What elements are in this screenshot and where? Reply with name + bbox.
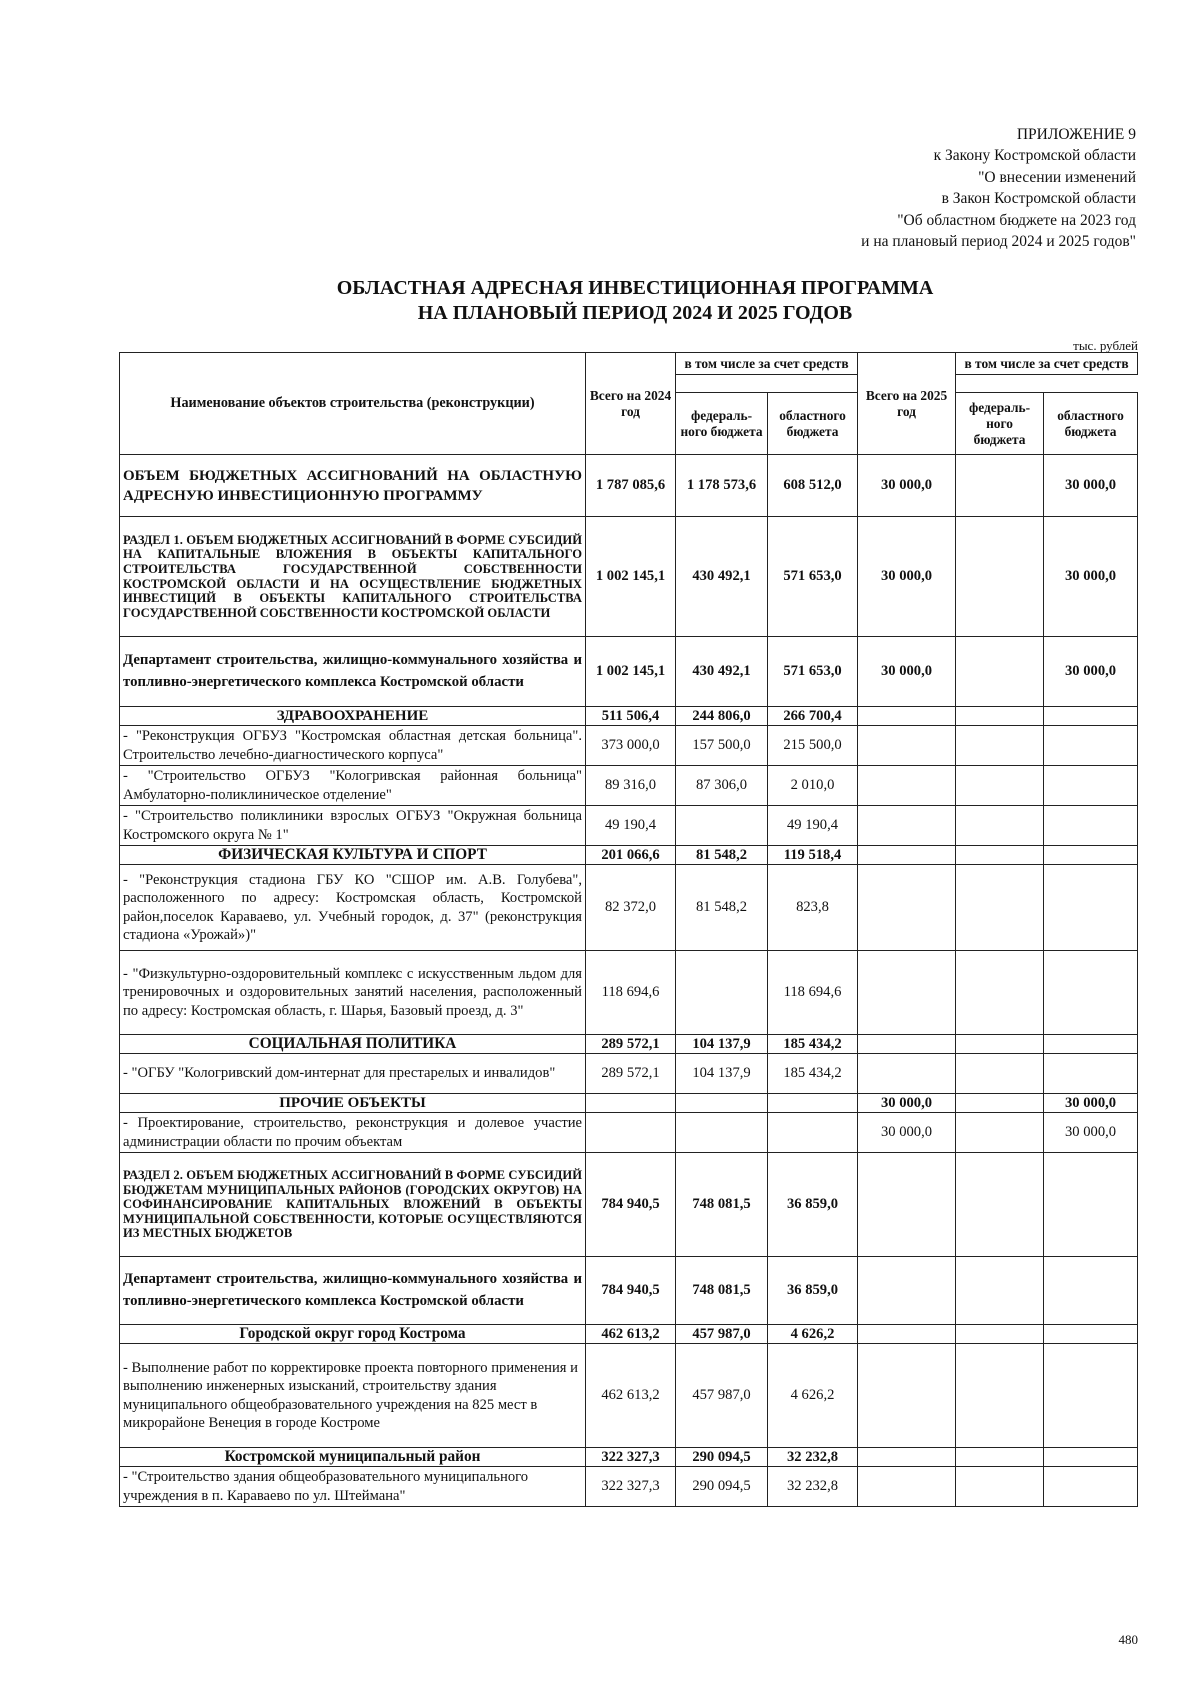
cell-regional-2024: 119 518,4 xyxy=(768,846,858,865)
cell-total-2025 xyxy=(858,1035,956,1054)
cell-regional-2024: 36 859,0 xyxy=(768,1153,858,1257)
cell-regional-2025 xyxy=(1044,1035,1138,1054)
cell-federal-2024: 290 094,5 xyxy=(676,1448,768,1467)
cell-regional-2025 xyxy=(1044,1467,1138,1507)
cell-federal-2025 xyxy=(956,846,1044,865)
cell-regional-2024: 118 694,6 xyxy=(768,951,858,1035)
cell-total-2024: 89 316,0 xyxy=(586,766,676,806)
col-header-name: Наименование объектов строительства (реконструкции) xyxy=(120,353,586,455)
cell-federal-2025 xyxy=(956,1094,1044,1113)
row-name: - "Реконструкция ОГБУЗ "Костромская областная детская больница". Строительство лечебно-диагностического корпуса" xyxy=(120,726,586,766)
cell-total-2025 xyxy=(858,1257,956,1325)
cell-total-2025 xyxy=(858,951,956,1035)
cell-total-2025 xyxy=(858,806,956,846)
document-title xyxy=(0,276,1200,326)
row-name: ПРОЧИЕ ОБЪЕКТЫ xyxy=(120,1094,586,1113)
cell-total-2025: 30 000,0 xyxy=(858,455,956,517)
col-header-incl-2024: в том числе за счет средств xyxy=(676,353,858,375)
row-name: - "ОГБУ "Кологривский дом-интернат для престарелых и инвалидов" xyxy=(120,1054,586,1094)
cell-regional-2025 xyxy=(1044,951,1138,1035)
header-row-1 xyxy=(120,353,1138,375)
row-name: ЗДРАВООХРАНЕНИЕ xyxy=(120,707,586,726)
cell-regional-2025 xyxy=(1044,1325,1138,1344)
cell-regional-2024 xyxy=(768,1113,858,1153)
cell-federal-2025 xyxy=(956,455,1044,517)
row-name: РАЗДЕЛ 1. ОБЪЕМ БЮДЖЕТНЫХ АССИГНОВАНИЙ В ФОРМЕ СУБСИДИЙ НА КАПИТАЛЬНЫЕ ВЛОЖЕНИЯ В ОБЪЕКТЫ КАПИТАЛЬНОГО СТРОИТЕЛЬСТВА ГОСУДАРСТВЕННОЙ СОБСТВЕННОСТИ КОСТРОМСКОЙ ОБЛАСТИ И НА ОСУЩЕСТВЛЕНИЕ БЮДЖЕТНЫХ ИНВЕСТИЦИЙ В ОБЪЕКТЫ КАПИТАЛЬНОГО СТРОИТЕЛЬСТВА ГОСУДАРСТВЕННОЙ СОБСТВЕННОСТИ КОСТРОМСКОЙ ОБЛАСТИ xyxy=(120,517,586,637)
cell-total-2024: 289 572,1 xyxy=(586,1035,676,1054)
row-name: Департамент строительства, жилищно-коммунального хозяйства и топливно-энергетического комплекса Костромской области xyxy=(120,637,586,707)
col-header-incl-2025: в том числе за счет средств xyxy=(956,353,1138,375)
col-header-federal-2025: федераль-ного бюджета xyxy=(956,393,1044,455)
cell-federal-2025 xyxy=(956,1035,1044,1054)
cell-regional-2025 xyxy=(1044,806,1138,846)
cell-regional-2025: 30 000,0 xyxy=(1044,1094,1138,1113)
title-line-2: НА ПЛАНОВЫЙ ПЕРИОД 2024 И 2025 ГОДОВ xyxy=(417,302,853,324)
cell-federal-2024: 748 081,5 xyxy=(676,1153,768,1257)
cell-regional-2025 xyxy=(1044,1344,1138,1448)
row-name: - "Реконструкция стадиона ГБУ КО "СШОР им. А.В. Голубева", расположенного по адресу: Костромская область, Костромской район,поселок Караваево, ул. Учебный городок, д. 37" (реконструкция стадиона «Урожай»)" xyxy=(120,865,586,951)
cell-federal-2024: 430 492,1 xyxy=(676,637,768,707)
row-name: ФИЗИЧЕСКАЯ КУЛЬТУРА И СПОРТ xyxy=(120,846,586,865)
row-name: СОЦИАЛЬНАЯ ПОЛИТИКА xyxy=(120,1035,586,1054)
row-name: - "Строительство поликлиники взрослых ОГБУЗ "Окружная больница Костромского округа № 1" xyxy=(120,806,586,846)
cell-regional-2024: 32 232,8 xyxy=(768,1448,858,1467)
table-row xyxy=(120,1153,1138,1257)
cell-total-2025 xyxy=(858,846,956,865)
row-name: Городской округ город Кострома xyxy=(120,1325,586,1344)
table-row xyxy=(120,1035,1138,1054)
cell-regional-2025 xyxy=(1044,1448,1138,1467)
cell-federal-2025 xyxy=(956,1467,1044,1507)
cell-federal-2024: 244 806,0 xyxy=(676,707,768,726)
cell-regional-2024: 266 700,4 xyxy=(768,707,858,726)
cell-regional-2025 xyxy=(1044,846,1138,865)
cell-total-2025 xyxy=(858,726,956,766)
cell-regional-2024: 185 434,2 xyxy=(768,1054,858,1094)
cell-federal-2025 xyxy=(956,637,1044,707)
cell-regional-2025: 30 000,0 xyxy=(1044,637,1138,707)
cell-regional-2025: 30 000,0 xyxy=(1044,1113,1138,1153)
cell-regional-2024: 571 653,0 xyxy=(768,517,858,637)
table-row xyxy=(120,846,1138,865)
cell-regional-2025 xyxy=(1044,1054,1138,1094)
cell-regional-2024: 823,8 xyxy=(768,865,858,951)
cell-total-2025: 30 000,0 xyxy=(858,1113,956,1153)
appendix-line: к Закону Костромской области xyxy=(933,147,1136,165)
cell-federal-2024: 104 137,9 xyxy=(676,1035,768,1054)
appendix-line: ПРИЛОЖЕНИЕ 9 xyxy=(1016,126,1136,143)
cell-total-2024: 82 372,0 xyxy=(586,865,676,951)
row-name: - "Строительство здания общеобразовательного муниципального учреждения в п. Караваево по ул. Штеймана" xyxy=(120,1467,586,1507)
cell-total-2024 xyxy=(586,1113,676,1153)
table-row xyxy=(120,1094,1138,1113)
cell-federal-2024: 81 548,2 xyxy=(676,865,768,951)
cell-federal-2024: 157 500,0 xyxy=(676,726,768,766)
cell-federal-2025 xyxy=(956,1257,1044,1325)
cell-federal-2024: 81 548,2 xyxy=(676,846,768,865)
cell-total-2024: 462 613,2 xyxy=(586,1325,676,1344)
cell-federal-2024: 290 094,5 xyxy=(676,1467,768,1507)
cell-total-2024: 201 066,6 xyxy=(586,846,676,865)
cell-total-2024: 462 613,2 xyxy=(586,1344,676,1448)
cell-total-2024: 289 572,1 xyxy=(586,1054,676,1094)
table-row xyxy=(120,806,1138,846)
cell-regional-2025: 30 000,0 xyxy=(1044,517,1138,637)
cell-regional-2025 xyxy=(1044,766,1138,806)
cell-regional-2024: 4 626,2 xyxy=(768,1325,858,1344)
cell-total-2024: 511 506,4 xyxy=(586,707,676,726)
table-row xyxy=(120,1257,1138,1325)
col-header-federal-2024: федераль-ного бюджета xyxy=(676,393,768,455)
row-name: - "Физкультурно-оздоровительный комплекс с искусственным льдом для тренировочных и оздоровительных занятий населения, расположенный по адресу: Костромская область, г. Шарья, Базовый проезд, д. 3" xyxy=(120,951,586,1035)
table-row xyxy=(120,1448,1138,1467)
row-name: РАЗДЕЛ 2. ОБЪЕМ БЮДЖЕТНЫХ АССИГНОВАНИЙ В ФОРМЕ СУБСИДИЙ БЮДЖЕТАМ МУНИЦИПАЛЬНЫХ РАЙОНОВ (ГОРОДСКИХ ОКРУГОВ) НА СОФИНАНСИРОВАНИЕ КАПИТАЛЬНЫХ ВЛОЖЕНИЙ В ОБЪЕКТЫ МУНИЦИПАЛЬНОЙ СОБСТВЕННОСТИ, КОТОРЫЕ ОСУЩЕСТВЛЯЮТСЯ ИЗ МЕСТНЫХ БЮДЖЕТОВ xyxy=(120,1153,586,1257)
cell-federal-2024: 430 492,1 xyxy=(676,517,768,637)
cell-total-2025: 30 000,0 xyxy=(858,517,956,637)
cell-federal-2024: 457 987,0 xyxy=(676,1344,768,1448)
row-name: ОБЪЕМ БЮДЖЕТНЫХ АССИГНОВАНИЙ НА ОБЛАСТНУЮ АДРЕСНУЮ ИНВЕСТИЦИОННУЮ ПРОГРАММУ xyxy=(120,455,586,517)
cell-total-2024: 1 002 145,1 xyxy=(586,637,676,707)
cell-federal-2025 xyxy=(956,1344,1044,1448)
cell-total-2025 xyxy=(858,1054,956,1094)
row-name: - Проектирование, строительство, реконструкция и долевое участие администрации области по прочим объектам xyxy=(120,1113,586,1153)
cell-total-2025 xyxy=(858,1467,956,1507)
table-row xyxy=(120,766,1138,806)
cell-total-2024: 784 940,5 xyxy=(586,1257,676,1325)
cell-total-2024: 118 694,6 xyxy=(586,951,676,1035)
cell-regional-2025: 30 000,0 xyxy=(1044,455,1138,517)
cell-regional-2025 xyxy=(1044,1153,1138,1257)
cell-total-2024: 322 327,3 xyxy=(586,1448,676,1467)
cell-total-2024: 784 940,5 xyxy=(586,1153,676,1257)
table-row xyxy=(120,1344,1138,1448)
cell-regional-2024: 2 010,0 xyxy=(768,766,858,806)
col-header-total-2024: Всего на 2024 год xyxy=(586,353,676,455)
cell-federal-2025 xyxy=(956,865,1044,951)
cell-federal-2024 xyxy=(676,806,768,846)
table-row xyxy=(120,951,1138,1035)
cell-federal-2024 xyxy=(676,1113,768,1153)
cell-regional-2024: 571 653,0 xyxy=(768,637,858,707)
cell-total-2024: 49 190,4 xyxy=(586,806,676,846)
col-header-regional-2025: областного бюджета xyxy=(1044,393,1138,455)
row-name: Костромской муниципальный район xyxy=(120,1448,586,1467)
cell-regional-2025 xyxy=(1044,726,1138,766)
units-label: тыс. рублей xyxy=(1073,338,1138,353)
cell-regional-2024: 36 859,0 xyxy=(768,1257,858,1325)
table-row xyxy=(120,1325,1138,1344)
table-row xyxy=(120,517,1138,637)
appendix-reference xyxy=(616,124,1136,252)
cell-total-2024 xyxy=(586,1094,676,1113)
table-row xyxy=(120,726,1138,766)
cell-regional-2024: 49 190,4 xyxy=(768,806,858,846)
cell-federal-2024: 457 987,0 xyxy=(676,1325,768,1344)
cell-total-2025 xyxy=(858,1344,956,1448)
cell-federal-2025 xyxy=(956,951,1044,1035)
cell-federal-2025 xyxy=(956,726,1044,766)
row-name: - Выполнение работ по корректировке проекта повторного применения и выполнению инженерных изысканий, строительству здания муниципального общеобразовательного учреждения на 825 мест в микрорайоне Венеция в городе Костроме xyxy=(120,1344,586,1448)
cell-federal-2025 xyxy=(956,1448,1044,1467)
cell-federal-2025 xyxy=(956,707,1044,726)
table-row xyxy=(120,1113,1138,1153)
cell-total-2025: 30 000,0 xyxy=(858,1094,956,1113)
cell-regional-2024: 32 232,8 xyxy=(768,1467,858,1507)
table-row xyxy=(120,1054,1138,1094)
cell-regional-2025 xyxy=(1044,1257,1138,1325)
cell-regional-2024 xyxy=(768,1094,858,1113)
cell-total-2025: 30 000,0 xyxy=(858,637,956,707)
cell-federal-2024 xyxy=(676,951,768,1035)
appendix-line: "О внесении изменений xyxy=(978,168,1136,186)
col-header-total-2025: Всего на 2025 год xyxy=(858,353,956,455)
col-header-regional-2024: областного бюджета xyxy=(768,393,858,455)
cell-federal-2025 xyxy=(956,1054,1044,1094)
cell-federal-2025 xyxy=(956,1153,1044,1257)
appendix-line: в Закон Костромской области xyxy=(941,190,1136,208)
table-row xyxy=(120,865,1138,951)
table-row xyxy=(120,637,1138,707)
cell-total-2025 xyxy=(858,1325,956,1344)
cell-federal-2024: 1 178 573,6 xyxy=(676,455,768,517)
cell-federal-2024: 748 081,5 xyxy=(676,1257,768,1325)
cell-regional-2024: 215 500,0 xyxy=(768,726,858,766)
cell-regional-2025 xyxy=(1044,865,1138,951)
row-name: - "Строительство ОГБУЗ "Кологривская районная больница" Амбулаторно-поликлиническое отделение" xyxy=(120,766,586,806)
cell-regional-2025 xyxy=(1044,707,1138,726)
table-row xyxy=(120,707,1138,726)
cell-total-2025 xyxy=(858,865,956,951)
cell-total-2025 xyxy=(858,1448,956,1467)
cell-total-2024: 1 787 085,6 xyxy=(586,455,676,517)
cell-federal-2025 xyxy=(956,1113,1044,1153)
cell-regional-2024: 608 512,0 xyxy=(768,455,858,517)
cell-federal-2024 xyxy=(676,1094,768,1113)
cell-total-2024: 322 327,3 xyxy=(586,1467,676,1507)
cell-total-2025 xyxy=(858,766,956,806)
cell-federal-2024: 87 306,0 xyxy=(676,766,768,806)
page-number: 480 xyxy=(1118,1632,1138,1647)
cell-federal-2025 xyxy=(956,766,1044,806)
cell-federal-2024: 104 137,9 xyxy=(676,1054,768,1094)
investment-program-table xyxy=(119,352,1138,1507)
cell-federal-2025 xyxy=(956,806,1044,846)
cell-total-2025 xyxy=(858,707,956,726)
title-line-1: ОБЛАСТНАЯ АДРЕСНАЯ ИНВЕСТИЦИОННАЯ ПРОГРАММА xyxy=(336,277,934,299)
table-row xyxy=(120,455,1138,517)
cell-federal-2025 xyxy=(956,1325,1044,1344)
cell-total-2024: 1 002 145,1 xyxy=(586,517,676,637)
cell-total-2024: 373 000,0 xyxy=(586,726,676,766)
row-name: Департамент строительства, жилищно-коммунального хозяйства и топливно-энергетического комплекса Костромской области xyxy=(120,1257,586,1325)
appendix-line: "Об областном бюджете на 2023 год xyxy=(897,211,1136,229)
appendix-line: и на плановый период 2024 и 2025 годов" xyxy=(861,233,1136,251)
cell-total-2025 xyxy=(858,1153,956,1257)
cell-regional-2024: 4 626,2 xyxy=(768,1344,858,1448)
cell-federal-2025 xyxy=(956,517,1044,637)
table-row xyxy=(120,1467,1138,1507)
cell-regional-2024: 185 434,2 xyxy=(768,1035,858,1054)
